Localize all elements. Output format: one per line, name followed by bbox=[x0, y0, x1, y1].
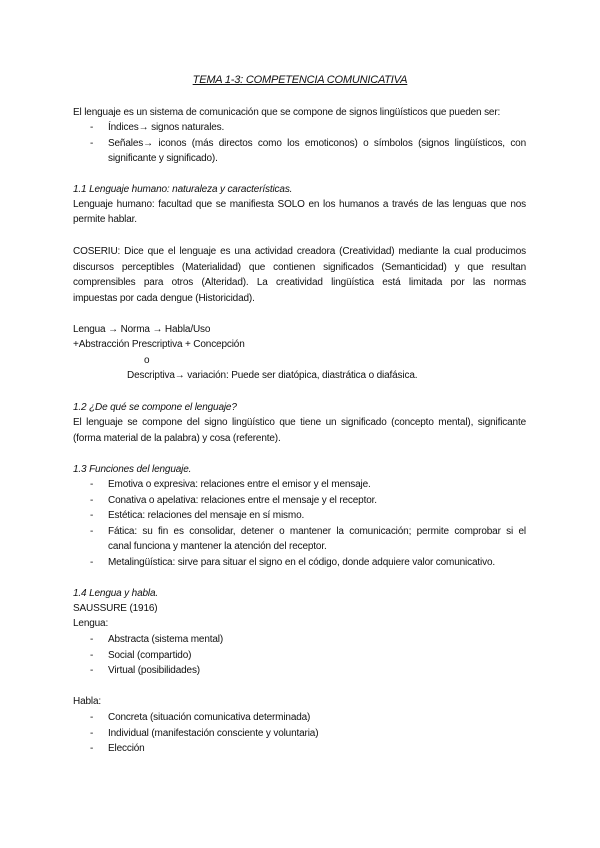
function-item: Fática: su fin es consolidar, detener o mantener la comunicación; permite comprobar si el bbox=[108, 526, 526, 537]
s12-line-2: (forma material de la palabra) y cosa (referente). bbox=[73, 433, 281, 444]
bullet-dash: - bbox=[90, 634, 94, 645]
coseriu-line-2: discursos perceptibles (Materialidad) que contienen significados (Semanticidad) y que resultan bbox=[73, 262, 526, 273]
bullet-dash: - bbox=[90, 712, 94, 723]
coseriu-line-1: COSERIU: Dice que el lenguaje es una actividad creadora (Creatividad) mediante la cual producimos bbox=[73, 246, 526, 257]
bullet-dash: - bbox=[90, 665, 94, 676]
lengua-item: Social (compartido) bbox=[108, 650, 192, 661]
habla-item: Individual (manifestación consciente y voluntaria) bbox=[108, 728, 319, 739]
function-item: Metalingüística: sirve para situar el signo en el código, donde adquiere valor comunicativo. bbox=[108, 557, 495, 568]
function-item-continuation: canal funciona y mantener la atención del receptor. bbox=[108, 541, 327, 552]
s11-line-1: Lenguaje humano: facultad que se manifiesta SOLO en los humanos a través de las lenguas que nos bbox=[73, 199, 526, 210]
bullet-dash: - bbox=[90, 479, 94, 490]
section-heading-1-2: 1.2 ¿De qué se compone el lenguaje? bbox=[73, 402, 237, 413]
bullet-dash: - bbox=[90, 138, 94, 149]
intro-bullet-2-line-2: significante y significado). bbox=[108, 153, 218, 164]
bullet-dash: - bbox=[90, 495, 94, 506]
lengua-item: Abstracta (sistema mental) bbox=[108, 634, 224, 645]
scheme-line-3: o bbox=[144, 355, 150, 366]
intro-bullet-1: Índices→ signos naturales. bbox=[108, 122, 225, 133]
section-heading-1-3: 1.3 Funciones del lenguaje. bbox=[73, 464, 192, 475]
habla-label: Habla: bbox=[73, 696, 102, 707]
scheme-line-4: Descriptiva→ variación: Puede ser diatópica, diastrática o diafásica. bbox=[127, 370, 418, 381]
s11-line-2: permite hablar. bbox=[73, 214, 137, 225]
intro-text: El lenguaje es un sistema de comunicación que se compone de signos lingüísticos que pueden ser: bbox=[73, 107, 501, 118]
scheme-line-1: Lengua → Norma → Habla/Uso bbox=[73, 324, 211, 335]
section-heading-1-1: 1.1 Lenguaje humano: naturaleza y características. bbox=[73, 184, 293, 195]
s12-line-1: El lenguaje se compone del signo lingüístico que tiene un significado (concepto mental), significante bbox=[73, 417, 526, 428]
bullet-dash: - bbox=[90, 526, 94, 537]
bullet-dash: - bbox=[90, 122, 94, 133]
coseriu-line-4: impuestas por cada dengue (Historicidad). bbox=[73, 293, 255, 304]
section-heading-1-4: 1.4 Lengua y habla. bbox=[73, 588, 159, 599]
coseriu-line-3: comprensibles para otros (Alteridad). La creatividad lingüística está limitada por las normas bbox=[73, 277, 526, 288]
saussure-label: SAUSSURE (1916) bbox=[73, 603, 158, 614]
function-item: Conativa o apelativa: relaciones entre el mensaje y el receptor. bbox=[108, 495, 377, 506]
function-item: Estética: relaciones del mensaje en sí mismo. bbox=[108, 510, 305, 521]
habla-item: Concreta (situación comunicativa determinada) bbox=[108, 712, 311, 723]
bullet-dash: - bbox=[90, 728, 94, 739]
bullet-dash: - bbox=[90, 557, 94, 568]
scheme-line-2: +Abstracción Prescriptiva + Concepción bbox=[73, 339, 245, 350]
bullet-dash: - bbox=[90, 650, 94, 661]
intro-bullet-2-line-1: Señales→ iconos (más directos como los emoticonos) o símbolos (signos lingüísticos, con bbox=[108, 138, 526, 149]
bullet-dash: - bbox=[90, 510, 94, 521]
page-title: TEMA 1-3: COMPETENCIA COMUNICATIVA bbox=[192, 74, 408, 86]
function-item: Emotiva o expresiva: relaciones entre el emisor y el mensaje. bbox=[108, 479, 371, 490]
lengua-item: Virtual (posibilidades) bbox=[108, 665, 200, 676]
lengua-label: Lengua: bbox=[73, 618, 109, 629]
bullet-dash: - bbox=[90, 743, 94, 754]
habla-item: Elección bbox=[108, 743, 145, 754]
